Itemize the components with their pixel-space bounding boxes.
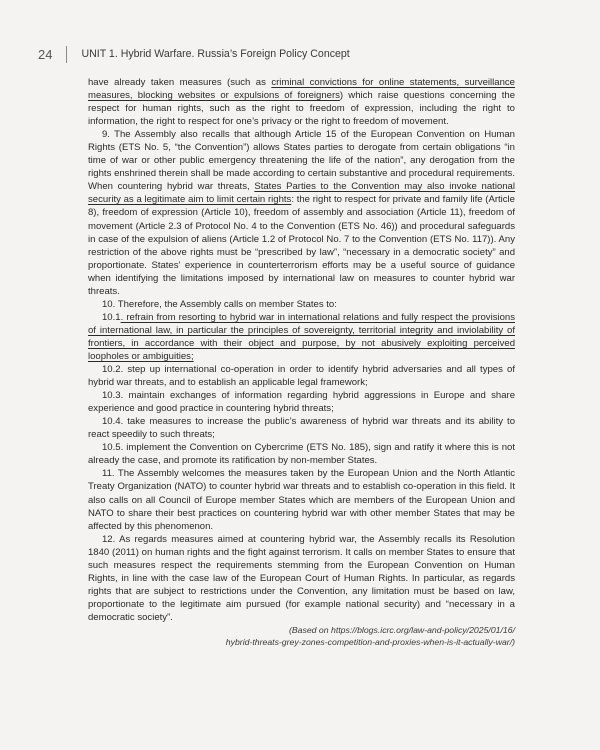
text-run: 10.4. take measures to increase the public’s awareness of hybrid war threats and its ability to react speedily to such threats;: [88, 416, 515, 441]
underlined-text: . refrain from resorting to hybrid war in international relations and fully respect the provisions of international law, in particular the principles of sovereignty, territorial integrity and inviolability of frontiers, in accordance with their object and purpose, by not abusively exploiting perceived loopholes or ambiguities;: [88, 311, 515, 362]
text-run: 12. As regards measures aimed at countering hybrid war, the Assembly recalls its Resolution 1840 (2011) on human rights and the fight against terrorism. It calls on member States to ensure that such measures respect the requirements stemming from the European Convention on Human Rights, in line with the case law of the European Court of Human Rights. In particular, as regards rights that are subject to restrictions under the Convention, any limitation must be based on law, proportionate to the legitimate aim pursued (for example national security) and “necessary in a democratic society”.: [88, 533, 515, 623]
text-run: 10.1: [102, 311, 121, 323]
paragraph: [88, 467, 515, 532]
paragraph: [88, 128, 515, 298]
source-line: (Based on https://blogs.icrc.org/law-and-policy/2025/01/16/: [288, 624, 515, 635]
header-title: UNIT 1. Hybrid Warfare. Russia’s Foreign Policy Concept: [81, 48, 350, 60]
text-run: ) which raise questions concerning the respect for human rights, such as the right to freedom of expression, including the right to information, the right to respect for one’s privacy or the right to freedom of movement.: [88, 90, 516, 128]
text-run: have already taken measures (such as: [88, 77, 272, 88]
paragraph: [88, 311, 515, 363]
text-run: 11. The Assembly welcomes the measures taken by the European Union and the North Atlantic Treaty Organization (NATO) to counter hybrid war threats and to establish co-operation in this field. It also calls on all Council of Europe member States which are members of the European Union and NATO to share their best practices on countering hybrid war with other member States that may be affected by this phenomenon.: [88, 468, 515, 532]
paragraph: [88, 363, 515, 389]
text-run: 10.3. maintain exchanges of information regarding hybrid aggressions in Europe and share experience and good practice in countering hybrid threats;: [88, 390, 515, 415]
paragraph: [88, 389, 515, 415]
text-run: 10. Therefore, the Assembly calls on member States to:: [102, 298, 337, 310]
paragraph: [88, 441, 515, 467]
paragraph: [88, 298, 515, 311]
source-line: hybrid-threats-grey-zones-competition-and-proxies-when-is-it-actually-war/): [225, 636, 515, 647]
header-divider: [66, 46, 67, 63]
text-run: 10.5. implement the Convention on Cybercrime (ETS No. 185), sign and ratify it where this is not already the case, and promote its ratification by non-member States.: [88, 442, 515, 467]
paragraph: [88, 415, 515, 441]
running-header: [38, 45, 350, 63]
text-run: 9. The Assembly also recalls that although Article 15 of the European Convention on Human Rights (ETS No. 5, “the Convention”) allows States parties to derogate from certain obligations “in time of war or other public emergency threatening the life of the nation”, any derogation from the rights enshrined therein shall be made according to certain substantive and procedural requirements. When countering hybrid war threats,: [88, 129, 515, 193]
text-run: : the right to respect for private and family life (Article 8), freedom of expression (Article 10), freedom of assembly and association (Article 11), freedom of movement (Article 2.3 of Protocol No. 4 to the Convention (ETS No. 46)) and procedural safeguards in case of the expulsion of aliens (Article 1.2 of Protocol No. 7 to the Convention (ETS No. 117)). Any restriction of the above rights must be “prescribed by law”, “necessary in a democratic society” and proportionate. States’ experience in counterterrorism efforts may be a useful source of guidance when identifying the limitations imposed by international law on measures to counter hybrid war threats.: [88, 194, 515, 297]
underlined-text: criminal convictions for online statements, surveillance measures, blocking websites or expulsions of foreigners: [88, 77, 515, 102]
paragraph: [88, 76, 515, 128]
paragraph: [88, 533, 515, 624]
text-run: 10.2. step up international co-operation in order to identify hybrid adversaries and all types of hybrid war threats, and to establish an applicable legal framework;: [88, 364, 515, 389]
page-number: 24: [38, 46, 53, 62]
underlined-text: States Parties to the Convention may also invoke national security as a legitimate aim to limit certain rights: [88, 181, 515, 206]
body-text: [88, 76, 515, 649]
source-citation: [88, 625, 515, 649]
